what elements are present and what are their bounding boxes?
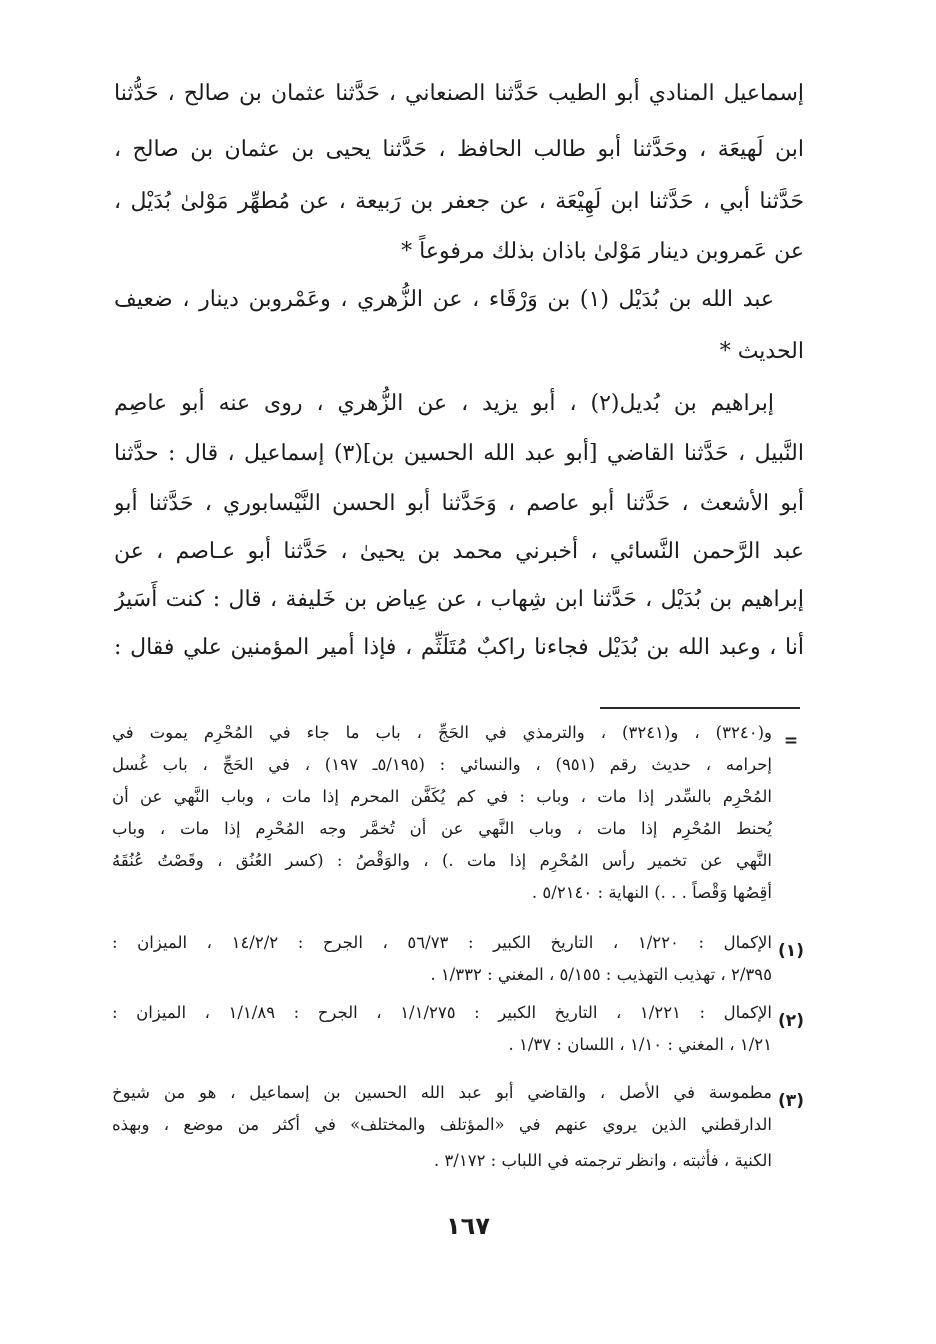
main-text-line: عن عَمروبن دينار مَوْلىٰ باذان بذلك مرفوعاً * [401, 239, 804, 264]
footnote-number: (٢) [778, 1011, 804, 1031]
main-text-line: إبراهيم بن بُدَيْل ، حَدَّثنا ابن شِهاب ، عن عِياض بن خَليفة ، قال : كنت أَسَيرُ [114, 587, 804, 612]
footnote-line: الإكمال : ١/٢٢١ ، التاريخ الكبير : ١/١/٢٧٥ ، الجرح : ١/١/٨٩ ، الميزان : [112, 1003, 772, 1022]
footnote-line: الكنية ، فأثبته ، وانظر ترجمته في اللباب : ٣/١٧٢ . [433, 1151, 772, 1170]
footnote-continuation-marker: = [783, 731, 799, 751]
main-text-line: عبد الرَّحمن النَّسائي ، أخبرني محمد بن يحيىٰ ، حَدَّثنا أبو عـاصم ، عن [114, 539, 804, 564]
footnote-line: ٢/٣٩٥ ، تهذيب التهذيب : ٥/١٥٥ ، المغني : ١/٣٣٢ . [430, 965, 772, 984]
footnote-line: المُحْرِم بالسِّدر إذا مات ، وباب : في كم يُكَفَّن المحرم إذا مات ، وباب النَّهي عن أن [112, 787, 772, 806]
main-text-line: عبد الله بن بُدَيْل (١) بن وَرْقَاء ، عن الزُّهري ، وعَمْروبن دينار ، ضعيف [114, 287, 774, 312]
main-text-line: أنا ، وعبد الله بن بُدَيْل فجاءنا راكبٌ مُتَلَثِّم ، فإذا أمير المؤمنين علي فقال : [114, 635, 804, 660]
main-text-line: النَّبيل ، حَدَّثنا القاضي [أبو عبد الله الحسين بن](٣) إسماعيل ، قال : حدَّثنا [114, 441, 804, 466]
page-number: ١٦٧ [446, 1212, 490, 1240]
footnote-separator [600, 707, 800, 709]
footnote-line: إحرامه ، حديث رقم (٩٥١) ، والنسائي : (٥/١٩٥ـ ١٩٧) ، في الحَجِّ ، باب غُسل [112, 755, 772, 774]
main-text-line: أبو الأشعث ، حَدَّثنا أبو عاصم ، وَحَدَّثنا أبو الحسن النَّيْسابوري ، حَدَّثنا أبو [114, 491, 804, 516]
footnote-line: و(٣٢٤٠) ، و(٣٢٤١) ، والترمذي في الحَجِّ ، باب ما جاء في المُحْرِم يموت في [112, 723, 772, 742]
main-text-line: الحديث * [719, 339, 804, 364]
footnote-line: أقِصُها وَقْصاً . . .) النهاية : ٥/٢١٤٠ . [531, 883, 772, 902]
footnote-line: الإكمال : ١/٢٢٠ ، التاريخ الكبير : ٥٦/٧٣ ، الجرح : ١٤/٢/٢ ، الميزان : [112, 933, 772, 952]
main-text-line: ابن لَهيعَة ، وحَدَّثنا أبو طالب الحافظ ، حَدَّثنا يحيى بن عثمان بن صالح ، [114, 137, 804, 162]
footnote-line: مطموسة في الأصل ، والقاضي أبو عبد الله الحسين بن إسماعيل ، هو من شيوخ [112, 1083, 772, 1102]
footnote-number: (٣) [778, 1091, 804, 1111]
main-text-line: إسماعيل المنادي أبو الطيب حَدَّثنا الصنعاني ، حَدَّثنا عثمان بن صالح ، حَدُّثنا [114, 81, 804, 106]
main-text-line: إبراهيم بن بُديل(٢) ، أبو يزيد ، عن الزُّهري ، روى عنه أبو عاصِم [114, 391, 774, 416]
footnote-line: الدارقطني الذين يروي عنهم في «المؤتلف والمختلف» في أكثر من موضع ، وبهذه [112, 1115, 772, 1134]
footnote-line: يُحنط المُحْرِم إذا مات ، وباب النَّهي عن أن تُخمَّر وجه المُحْرِم إذا مات ، وباب [112, 819, 772, 838]
footnote-line: النَّهي عن تخمير رأس المُحْرِم إذا مات .) ، والوَقْصُ : (كسر العُنُق ، وقَصْتُ عُنُقَهُ [112, 851, 772, 870]
main-text-line: حَدَّثنا أبي ، حَدَّثنا ابن لَهِيْعَة ، عن جعفر بن رَبيعة ، عن مُطهِّر مَوْلىٰ بُدَيْل ، [114, 189, 804, 214]
footnote-number: (١) [778, 941, 804, 961]
footnote-line: ١/٢١ ، المغني : ١/١٠ ، اللسان : ١/٣٧ . [508, 1035, 772, 1054]
